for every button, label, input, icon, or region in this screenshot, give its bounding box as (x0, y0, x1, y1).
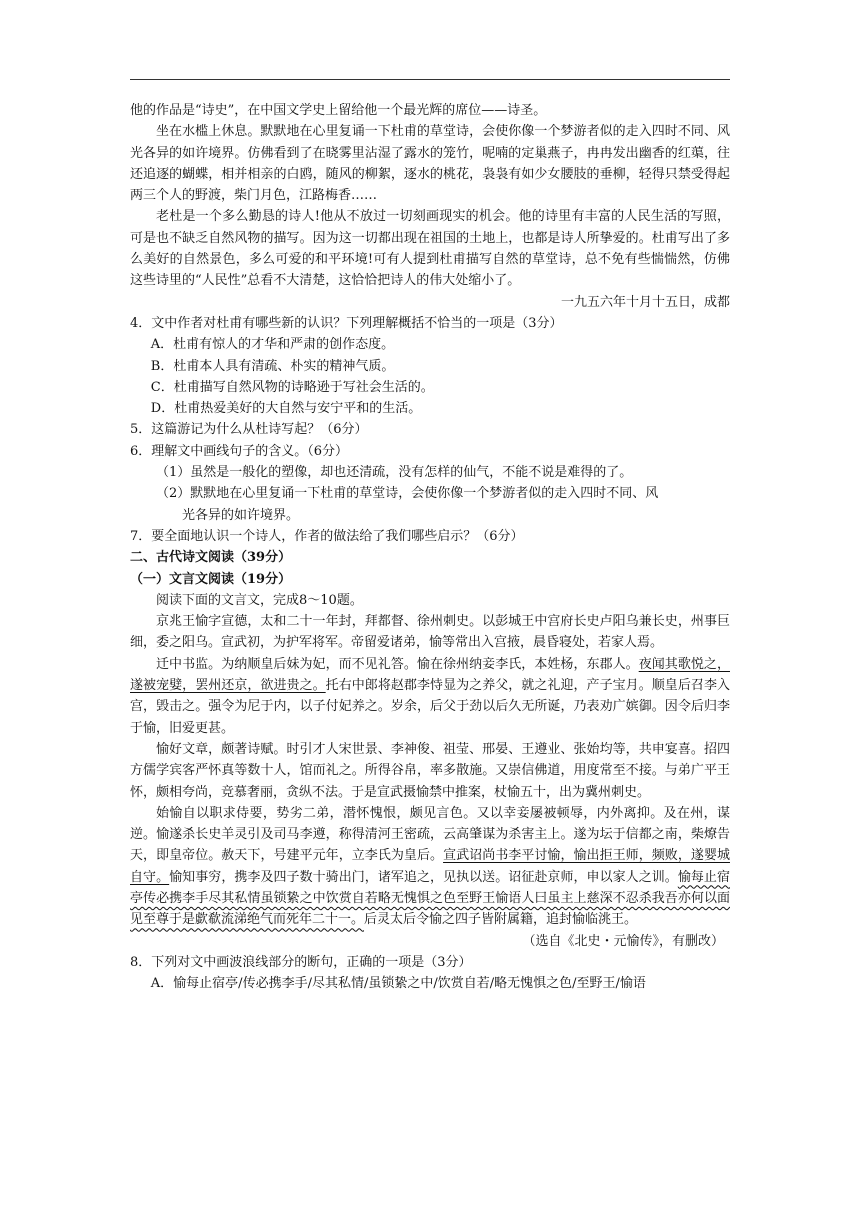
underlined-sentence-1: 夜闻其歌悦之，遂被宠嬖，罢州还京，欲进贵之。 (130, 656, 730, 694)
wavy-underlined-passage: 愉每止宿亭传必携李手尽其私情虽锁絷之中饮赏自若略无愧惧之色至野王愉语人曰虽主上慈深不忍杀我吾亦何以面见至尊于是歔欷流涕绝气而死年二十一。 (130, 869, 730, 928)
classical-paragraph-3: 愉好文章，颇著诗赋。时引才人宋世景、李神俊、祖莹、邢晏、王遵业、张始均等，共申宴喜。招四方儒学宾客严怀真等数十人，馆而礼之。所得谷帛，率多散施。又崇信佛道，用度常至不接。与弟广平王怀，颇相夸尚，竞慕奢丽，贪纵不法。于是宣武摄愉禁中推案，杖愉五十，出为冀州刺史。 (130, 741, 730, 800)
question-4-option-c: C．杜甫描写自然风物的诗略逊于写社会生活的。 (150, 379, 434, 395)
classical-text: 愉知事穷，携李及四子数十骑出门，诸军追之，见执以送。诏征赴京师，申以家人之训。 (169, 869, 678, 885)
classical-paragraph-2 (130, 654, 730, 739)
classical-paragraph-4 (130, 803, 730, 931)
classical-text: 迁中书监。为纳顺皇后妹为妃，而不见礼答。愉在徐州纳妾李氏，本姓杨，东郡人。 (156, 656, 639, 672)
section-2-title: 二、古代诗文阅读（39分） (130, 550, 292, 566)
section-2-intro: 阅读下面的文言文，完成8～10题。 (156, 592, 363, 608)
classical-source: （选自《北史・元愉传》，有删改） (522, 933, 724, 949)
essay-date: 一九五六年十月十五日，成都 (560, 294, 730, 310)
classical-text: 托右中郎将赵郡李恃显为之养父，就之礼迎，产子宝月。顺皇后召李入宫，毁击之。强令为尼于内，以子付妃养之。岁余，后父于劲以后久无所诞，乃表劝广嫔御。因令后归李于愉，旧爱更甚。 (130, 678, 730, 736)
essay-paragraph: 他的作品是“诗史”，在中国文学史上留给他一个最光辉的席位——诗圣。 (130, 103, 547, 118)
question-4-option-a: A．杜甫有惊人的才华和严肃的创作态度。 (150, 337, 395, 353)
question-6-sentence-2: （2）默默地在心里复诵一下杜甫的草堂诗，会使你像一个梦游者似的走入四时不同、风 (156, 486, 659, 502)
exam-page (130, 100, 730, 994)
question-6-stem: 6．理解文中画线句子的含义。（6分） (130, 443, 349, 459)
question-6-sentence-2-cont: 光各异的如许境界。 (182, 507, 300, 523)
underlined-sentence-2: 宣武诏尚书李平讨愉，愉出拒王师，频败，遂婴城自守。 (130, 848, 730, 885)
section-2-subtitle: （一）文言文阅读（19分） (130, 571, 292, 587)
question-4-option-d: D．杜甫热爱美好的大自然与安宁平和的生活。 (150, 401, 422, 417)
question-8-stem: 8．下列对文中画波浪线部分的断句，正确的一项是（3分） (130, 954, 472, 970)
question-4-option-b: B．杜甫本人具有清疏、朴实的精神气质。 (150, 358, 395, 374)
question-7-stem: 7．要全面地认识一个诗人，作者的做法给了我们哪些启示？（6分） (130, 528, 524, 544)
question-4-stem: 4．文中作者对杜甫有哪些新的认识？下列理解概括不恰当的一项是（3分） (130, 315, 563, 331)
classical-paragraph-1: 京兆王愉字宣德，太和二十一年封，拜都督、徐州刺史。以彭城王中宫府长史卢阳乌兼长史，州事巨细，委之阳乌。宣武初，为护军将军。帝留爱诸弟，愉等常出入宫掖，晨昏寝处，若家人焉。 (130, 614, 730, 651)
question-6-sentence-1: （1）虽然是一般化的塑像，却也还清疏，没有怎样的仙气，不能不说是难得的了。 (156, 465, 633, 481)
classical-text: 后灵太后令愉之四子皆附属籍，追封愉临洮王。 (364, 912, 638, 928)
question-8-option-a: A．愉每止宿亭/传必携李手/尽其私情/虽锁絷之中/饮赏自若/略无愧惧之色/至野王/愉语 (150, 976, 646, 992)
classical-text: 始愉自以职求侍要，势劣二弟，潜怀愧恨，颇见言色。又以幸妾屡被顿辱，内外离抑。及在州，谋逆。愉遂杀长史羊灵引及司马李遵，称得清河王密疏，云高肇谋为杀害主上。遂为坛于信都之南，柴燎告天，即皇帝位。赦天下，号建平元年，立李氏为皇后。 (130, 805, 730, 864)
essay-paragraph: 老杜是一个多么勤恳的诗人!他从不放过一切刻画现实的机会。他的诗里有丰富的人民生活的写照，可是也不缺乏自然风物的描写。因为这一切都出现在祖国的土地上，也都是诗人所挚爱的。杜甫写出了多么美好的自然景色，多么可爱的和平环境!可有人提到杜甫描写自然的草堂诗，总不免有些惴惴然，仿佛这些诗里的“人民性”总看不大清楚，这恰恰把诗人的伟大处缩小了。 (130, 209, 730, 289)
question-5-stem: 5．这篇游记为什么从杜诗写起？（6分） (130, 422, 368, 438)
header-rule (130, 79, 730, 80)
essay-paragraph: 坐在水槛上休息。默默地在心里复诵一下杜甫的草堂诗，会使你像一个梦游者似的走入四时不同、风光各异的如许境界。仿佛看到了在晓雾里沾湿了露水的笼竹，呢喃的定巢燕子，冉冉发出幽香的红蕖，往还追逐的蝴蝶，相并相亲的白鸥，随风的柳絮，逐水的桃花，袅袅有如少女腰肢的垂柳，轻得只禁受得起两三个人的野渡，柴门月色，江路梅香…… (130, 124, 730, 204)
